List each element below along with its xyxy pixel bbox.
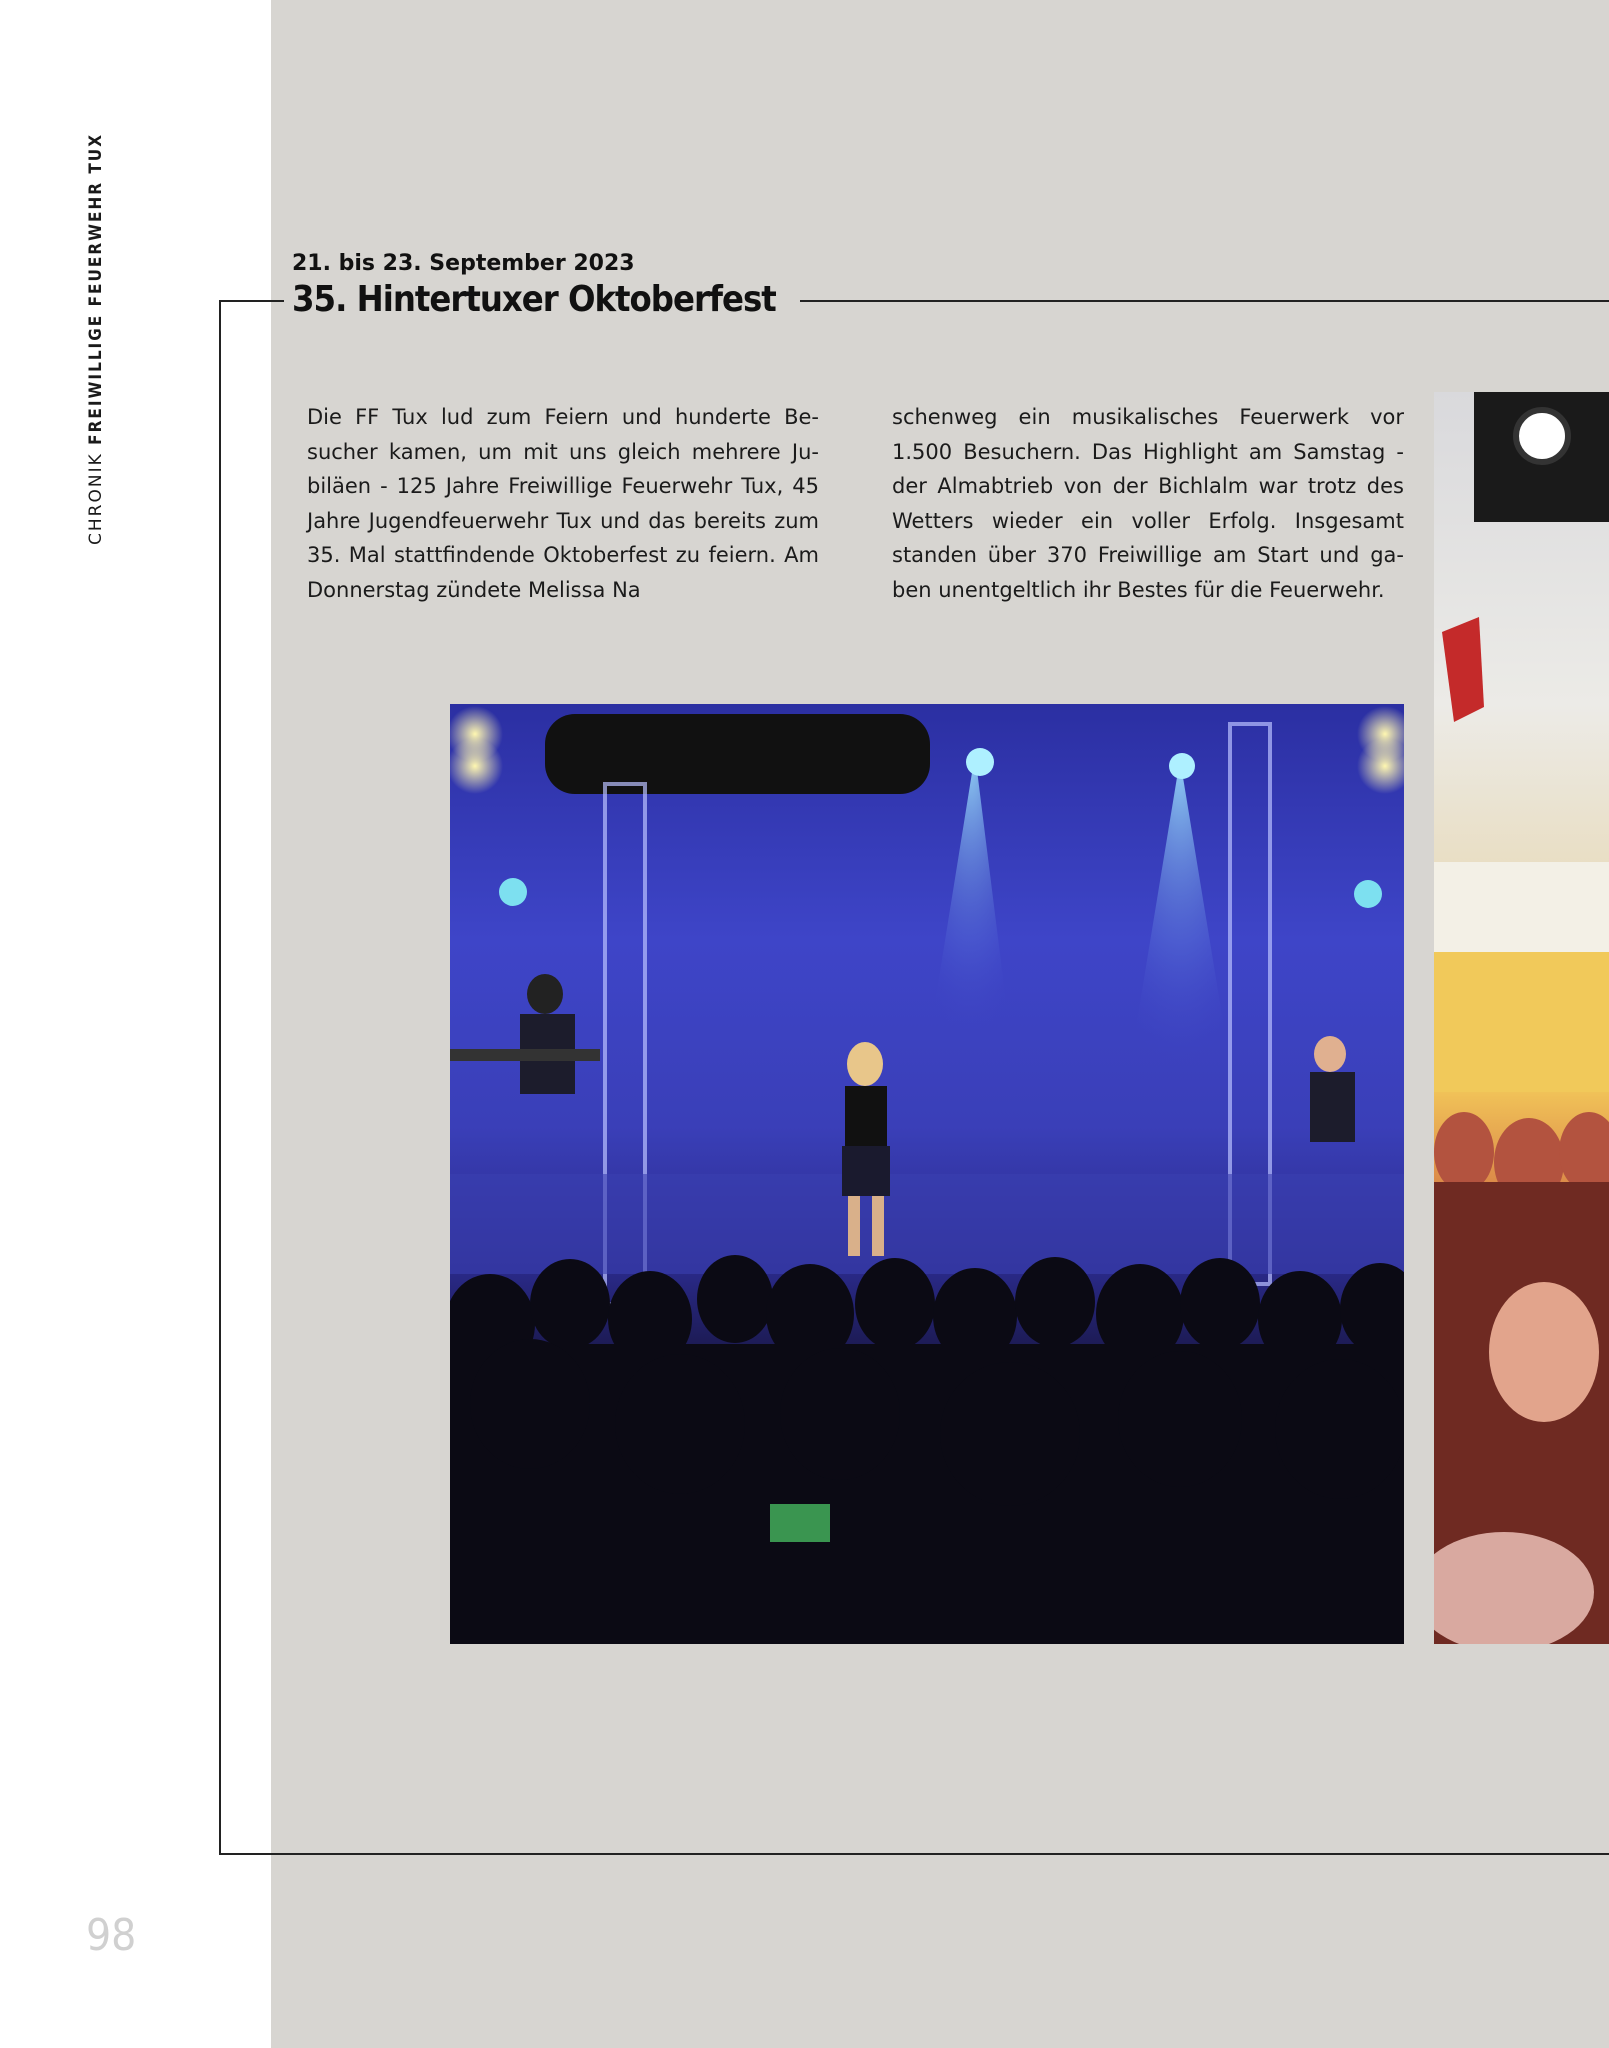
running-header: [86, 133, 106, 545]
festival-tent-crowd-photo: [1434, 392, 1609, 1644]
tent-crowd-illustration: [1434, 392, 1609, 1644]
running-header-prefix: CHRONIK: [86, 444, 106, 545]
article-title: 35. Hintertuxer Oktoberfest: [292, 279, 776, 320]
article-column-2: schenweg ein musikalisches Feuerwerk vor 1.500 Besuchern. Das Highlight am Samstag - der Almabtrieb von der Bichlalm war trotz des Wetters wieder ein voller Erfolg. Insgesamt standen über 370 Freiwillige am Start und gaben unentgeltlich ihr Bestes für die Feuerwehr.: [892, 405, 1404, 602]
article-date: 21. bis 23. September 2023: [292, 251, 635, 276]
page-number: 98: [86, 1910, 137, 1961]
article-heading: [284, 249, 800, 321]
running-header-bold: FREIWILLIGE FEUERWEHR TUX: [86, 133, 106, 445]
article-column-1: Die FF Tux lud zum Feiern und hunderte Besucher kamen, um mit uns gleich mehrere Jubiläen - 125 Jahre Freiwillige Feuerwehr Tux, 45 Jahre Jugendfeuerwehr Tux und das bereits zum 35. Mal stattfindende Oktoberfest zu feiern. Am Donnerstag zündete Melissa Na: [307, 405, 819, 602]
concert-stage-illustration: [450, 704, 1404, 1644]
lighting-truss: [545, 714, 930, 794]
concert-stage-photo: [450, 704, 1404, 1644]
